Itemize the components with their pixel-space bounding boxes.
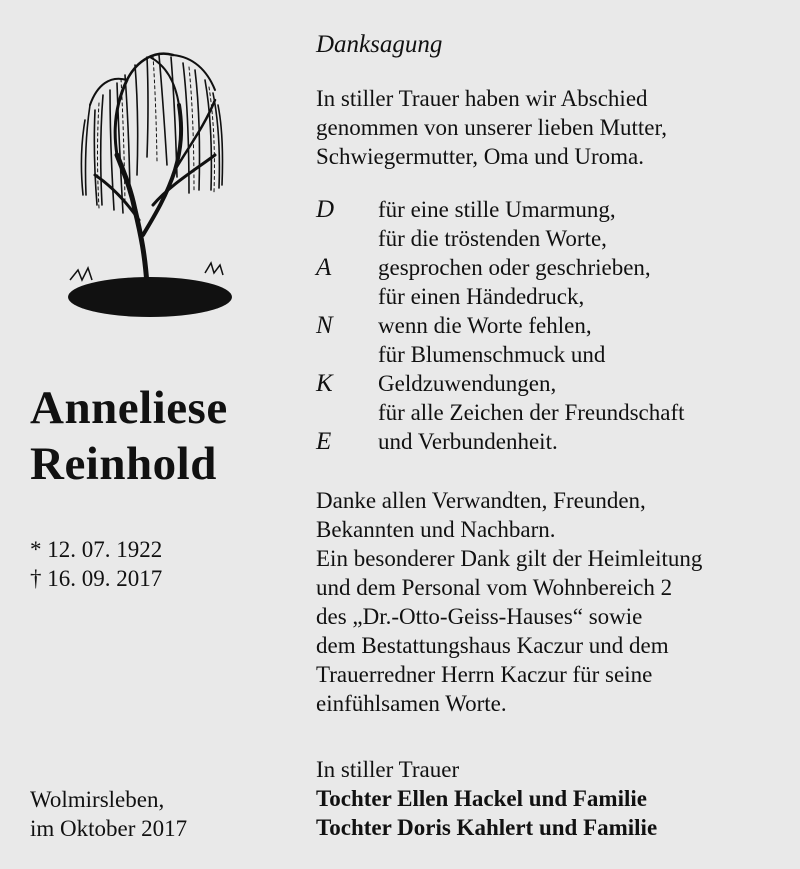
acrostic-letter: N xyxy=(316,312,333,339)
closing-line: dem Bestattungshaus Kaczur und dem xyxy=(316,633,669,658)
danke-row xyxy=(316,195,786,224)
weeping-willow-icon xyxy=(55,35,240,330)
intro-line: genommen von unserer lieben Mutter, xyxy=(316,115,668,140)
signature-block xyxy=(316,755,657,842)
acrostic-text: für die tröstenden Worte, xyxy=(378,226,607,251)
deceased-name xyxy=(30,380,290,492)
first-name: Anneliese xyxy=(30,382,228,434)
danke-acrostic xyxy=(316,195,786,456)
last-name: Reinhold xyxy=(30,438,217,490)
danke-row xyxy=(316,253,786,282)
acrostic-text: Geldzuwendungen, xyxy=(378,371,557,396)
acrostic-text: für Blumenschmuck und xyxy=(378,342,606,367)
closing-line: Danke allen Verwandten, Freunden, xyxy=(316,488,646,513)
acrostic-text: wenn die Worte fehlen, xyxy=(378,313,592,338)
acrostic-letter: E xyxy=(316,428,332,455)
life-dates xyxy=(30,535,162,593)
date: im Oktober 2017 xyxy=(30,816,188,841)
signatory: Tochter Ellen Hackel und Familie xyxy=(316,786,647,811)
intro-line: Schwiegermutter, Oma und Uroma. xyxy=(316,144,645,169)
signatory: Tochter Doris Kahlert und Familie xyxy=(316,815,658,840)
acrostic-text: für eine stille Umarmung, xyxy=(378,197,616,222)
sign-intro: In stiller Trauer xyxy=(316,757,460,782)
acrostic-text: gesprochen oder geschrieben, xyxy=(378,255,651,280)
heading: Danksagung xyxy=(316,31,443,58)
danke-row xyxy=(316,224,786,253)
danke-row xyxy=(316,340,786,369)
danke-row xyxy=(316,311,786,340)
danke-row xyxy=(316,282,786,311)
acrostic-text: und Verbundenheit. xyxy=(378,429,558,454)
danke-row xyxy=(316,427,786,456)
intro-line: In stiller Trauer haben wir Abschied xyxy=(316,86,648,111)
place-and-date xyxy=(30,785,187,843)
closing-line: einfühlsamen Worte. xyxy=(316,691,507,716)
acrostic-text: für einen Händedruck, xyxy=(378,284,585,309)
closing-line: und dem Personal vom Wohnbereich 2 xyxy=(316,575,673,600)
acrostic-text: für alle Zeichen der Freundschaft xyxy=(378,400,685,425)
closing-line: Trauerredner Herrn Kaczur für seine xyxy=(316,662,653,687)
death-date: † 16. 09. 2017 xyxy=(30,566,163,591)
closing-line: Bekannten und Nachbarn. xyxy=(316,517,556,542)
danke-row xyxy=(316,398,786,427)
closing-paragraph xyxy=(316,486,702,718)
danke-row xyxy=(316,369,786,398)
closing-line: Ein besonderer Dank gilt der Heimleitung xyxy=(316,546,703,571)
acrostic-letter: D xyxy=(316,196,335,223)
acrostic-letter: A xyxy=(316,254,332,281)
acrostic-letter: K xyxy=(316,370,333,397)
closing-line: des „Dr.-Otto-Geiss-Hauses“ sowie xyxy=(316,604,643,629)
place: Wolmirsleben, xyxy=(30,787,165,812)
intro-paragraph xyxy=(316,84,667,171)
birth-date: * 12. 07. 1922 xyxy=(30,537,163,562)
